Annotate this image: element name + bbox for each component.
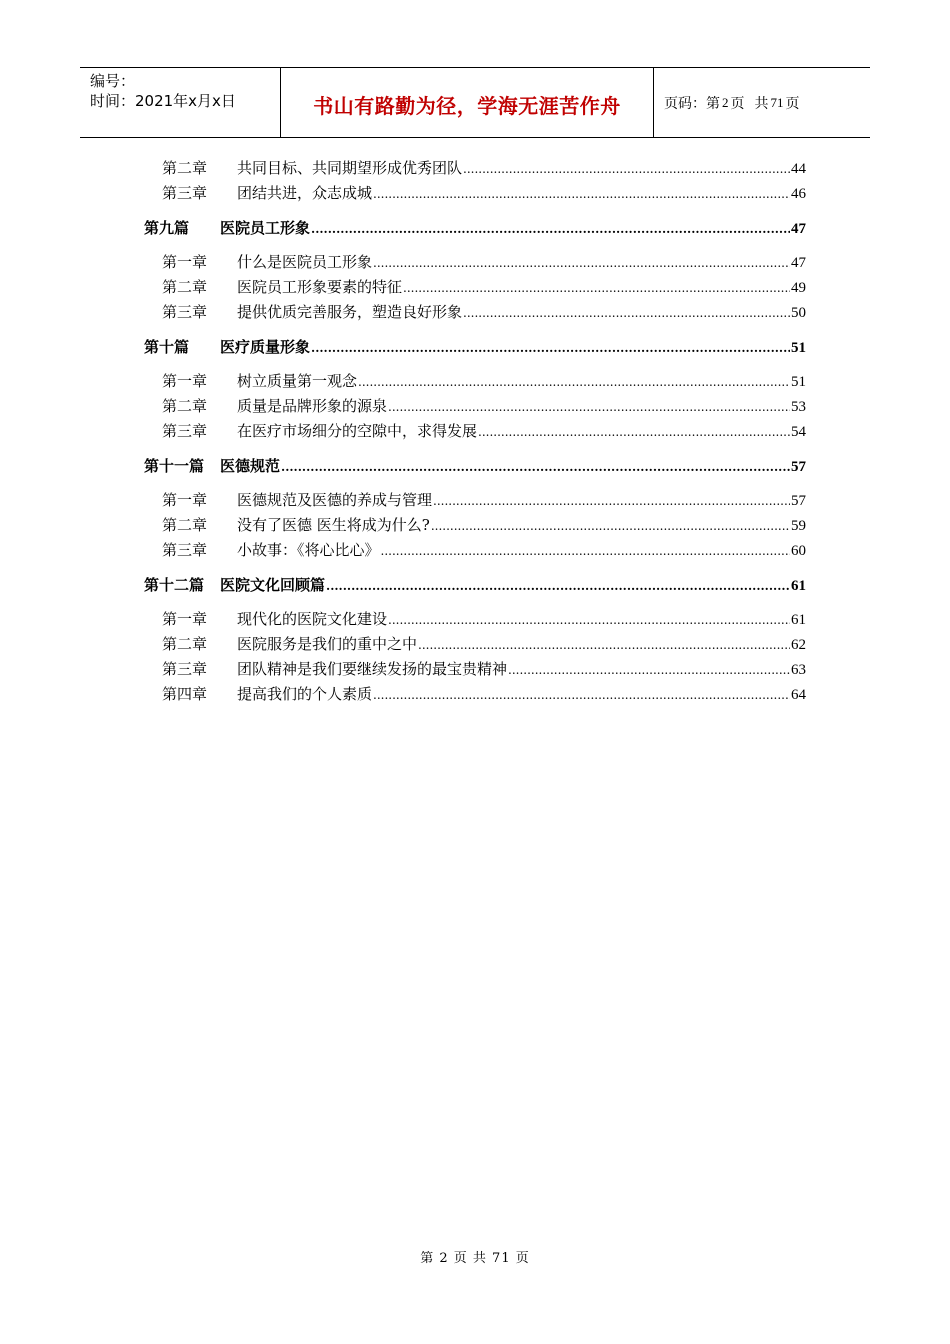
page-total-prefix: 共: [754, 95, 769, 112]
toc-chapter-entry[interactable]: [144, 251, 806, 276]
toc-entry-number: 第四章: [162, 685, 208, 703]
toc-entry-number: 第二章: [162, 635, 208, 653]
header-motto: 书山有路勤为径，学海无涯苦作舟: [281, 68, 654, 137]
toc-entry-title: 团队精神是我们要继续发扬的最宝贵精神: [237, 660, 508, 678]
toc-entry-page: 61: [791, 578, 806, 594]
toc-entry-number: 第一章: [162, 491, 208, 509]
toc-chapter-entry[interactable]: [144, 395, 806, 420]
toc-entry-number: 第三章: [162, 422, 208, 440]
page-suffix: 页: [785, 95, 800, 112]
toc-entry-title: 质量是品牌形象的源泉: [237, 397, 388, 415]
table-of-contents: [144, 157, 806, 708]
toc-entry-title: 医院文化回顾篇: [220, 576, 326, 594]
toc-entry-page: 47: [791, 221, 806, 237]
toc-entry-title: 医院员工形象要素的特征: [237, 278, 403, 296]
toc-entry-title: 医德规范及医德的养成与管理: [237, 491, 433, 509]
page-current: 2: [722, 94, 729, 110]
toc-entry-page: 50: [791, 305, 806, 321]
toc-entry-number: 第三章: [162, 303, 208, 321]
toc-dot-leader: [281, 460, 790, 474]
toc-entry-number: 第二章: [162, 516, 208, 534]
toc-entry-page: 46: [791, 186, 806, 202]
toc-dot-leader: [478, 425, 790, 439]
toc-entry-title: 医疗质量形象: [220, 338, 311, 356]
toc-entry-number: 第二章: [162, 397, 208, 415]
toc-chapter-entry[interactable]: [144, 489, 806, 514]
page-prefix: 页码：第: [664, 95, 720, 112]
toc-entry-page: 62: [791, 637, 806, 653]
toc-chapter-entry[interactable]: [144, 182, 806, 207]
toc-entry-title: 提供优质完善服务，塑造良好形象: [237, 303, 463, 321]
toc-entry-page: 49: [791, 280, 806, 296]
toc-entry-title: 医院员工形象: [220, 219, 311, 237]
toc-entry-title: 小故事：《将心比心》: [237, 541, 380, 559]
toc-part-entry[interactable]: [144, 455, 806, 480]
toc-entry-page: 61: [791, 612, 806, 628]
page-total: 71: [770, 94, 784, 110]
toc-entry-page: 54: [791, 424, 806, 440]
toc-dot-leader: [388, 613, 790, 627]
toc-chapter-entry[interactable]: [144, 370, 806, 395]
toc-entry-page: 51: [791, 374, 806, 390]
toc-dot-leader: [311, 341, 790, 355]
toc-entry-page: 57: [791, 493, 806, 509]
toc-entry-number: 第十二篇: [144, 576, 205, 594]
toc-entry-title: 树立质量第一观念: [237, 372, 358, 390]
toc-entry-page: 63: [791, 662, 806, 678]
toc-entry-page: 59: [791, 518, 806, 534]
toc-entry-number: 第一章: [162, 372, 208, 390]
toc-entry-title: 医院服务是我们的重中之中: [237, 635, 418, 653]
toc-dot-leader: [403, 281, 790, 295]
toc-chapter-entry[interactable]: [144, 658, 806, 683]
toc-chapter-entry[interactable]: [144, 276, 806, 301]
toc-entry-title: 现代化的医院文化建设: [237, 610, 388, 628]
toc-entry-page: 44: [791, 161, 806, 177]
toc-entry-number: 第三章: [162, 541, 208, 559]
toc-entry-number: 第三章: [162, 660, 208, 678]
toc-entry-number: 第一章: [162, 253, 208, 271]
toc-dot-leader: [311, 222, 790, 236]
toc-entry-title: 团结共进，众志成城: [237, 184, 373, 202]
toc-dot-leader: [373, 187, 790, 201]
toc-entry-number: 第二章: [162, 159, 208, 177]
toc-dot-leader: [358, 375, 790, 389]
page-header: [80, 67, 870, 138]
toc-entry-title: 共同目标、共同期望形成优秀团队: [237, 159, 463, 177]
toc-dot-leader: [388, 400, 790, 414]
toc-part-entry[interactable]: [144, 336, 806, 361]
toc-entry-title: 提高我们的个人素质: [237, 685, 373, 703]
toc-chapter-entry[interactable]: [144, 420, 806, 445]
toc-dot-leader: [463, 306, 790, 320]
toc-dot-leader: [508, 663, 790, 677]
toc-entry-number: 第二章: [162, 278, 208, 296]
toc-entry-title: 没有了医德 医生将成为什么?: [237, 516, 430, 534]
toc-entry-page: 51: [791, 340, 806, 356]
toc-entry-title: 医德规范: [220, 457, 281, 475]
toc-part-entry[interactable]: [144, 217, 806, 242]
toc-chapter-entry[interactable]: [144, 633, 806, 658]
toc-dot-leader: [381, 544, 790, 558]
toc-entry-page: 57: [791, 459, 806, 475]
toc-entry-title: 在医疗市场细分的空隙中，求得发展: [237, 422, 478, 440]
header-meta: [80, 68, 281, 137]
toc-entry-number: 第十一篇: [144, 457, 205, 475]
toc-dot-leader: [373, 688, 790, 702]
toc-chapter-entry[interactable]: [144, 514, 806, 539]
header-page-info: [654, 68, 870, 137]
toc-chapter-entry[interactable]: [144, 301, 806, 326]
toc-dot-leader: [433, 494, 790, 508]
toc-entry-number: 第三章: [162, 184, 208, 202]
toc-entry-page: 47: [791, 255, 806, 271]
toc-entry-page: 53: [791, 399, 806, 415]
toc-dot-leader: [326, 579, 790, 593]
toc-chapter-entry[interactable]: [144, 608, 806, 633]
date-label: 时间：2021年x月x日: [90, 92, 236, 110]
toc-entry-page: 60: [791, 543, 806, 559]
toc-part-entry[interactable]: [144, 574, 806, 599]
toc-dot-leader: [431, 519, 790, 533]
code-label: 编号：: [90, 72, 136, 90]
page-mid: 页: [730, 95, 745, 112]
toc-chapter-entry[interactable]: [144, 157, 806, 182]
toc-entry-number: 第十篇: [144, 338, 190, 356]
toc-entry-number: 第一章: [162, 610, 208, 628]
toc-entry-number: 第九篇: [144, 219, 190, 237]
toc-entry-title: 什么是医院员工形象: [237, 253, 373, 271]
page-footer: 第 2 页 共 71 页: [420, 1251, 530, 1266]
toc-entry-page: 64: [791, 687, 806, 703]
toc-chapter-entry[interactable]: [144, 539, 806, 564]
toc-dot-leader: [463, 162, 790, 176]
toc-chapter-entry[interactable]: [144, 683, 806, 708]
toc-dot-leader: [418, 638, 790, 652]
toc-dot-leader: [373, 256, 790, 270]
